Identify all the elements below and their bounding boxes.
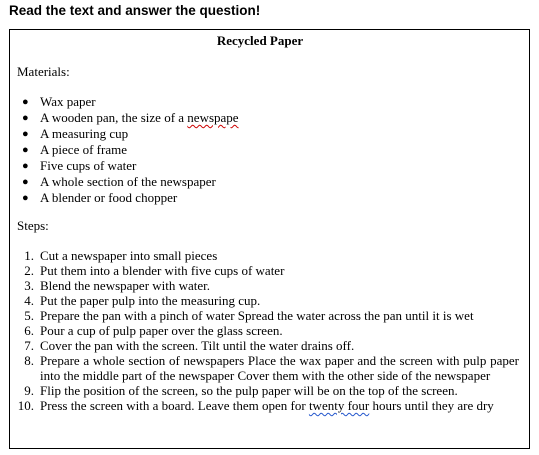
step-number: 2. — [24, 263, 34, 278]
step-text: Pour a cup of pulp paper over the glass screen. — [40, 323, 283, 338]
material-text: A measuring cup — [40, 126, 129, 141]
material-text-main: A wooden pan, the size of a — [40, 110, 188, 125]
step-number: 5. — [24, 308, 34, 323]
bullet-icon: ● — [22, 192, 29, 204]
bullet-icon: ● — [22, 128, 29, 140]
list-item — [10, 323, 529, 338]
bullet-icon: ● — [22, 112, 29, 124]
document-title: Recycled Paper — [216, 33, 304, 48]
material-text: Five cups of water — [40, 158, 137, 173]
material-text: A blender or food chopper — [40, 190, 178, 205]
list-item — [10, 263, 529, 278]
recipe-box — [9, 29, 530, 449]
step-text: Prepare the pan with a pinch of water Spread the water across the pan until it is wet — [40, 308, 474, 323]
list-item — [10, 248, 529, 263]
step-number: 7. — [24, 338, 34, 353]
step-text: Put them into a blender with five cups of water — [40, 263, 285, 278]
list-item — [10, 94, 239, 110]
step-text: Put the paper pulp into the measuring cup. — [40, 293, 261, 308]
material-text: A piece of frame — [40, 142, 127, 157]
material-text: Wax paper — [40, 94, 96, 109]
materials-list — [10, 94, 239, 206]
step-text: Blend the newspaper with water. — [40, 278, 211, 293]
list-item — [10, 158, 239, 174]
step-text: Prepare a whole section of newspapers Place the wax paper and the screen with pulp paper into the middle part of the newspaper Cover them with the other side of the newspaper — [40, 353, 519, 383]
list-item — [10, 383, 529, 398]
bullet-icon: ● — [22, 176, 29, 188]
step-number: 1. — [24, 248, 34, 263]
step-text-a: Press the screen with a board. Leave them open for — [40, 398, 309, 413]
step-text: Flip the position of the screen, so the pulp paper will be on the top of the screen. — [40, 383, 458, 398]
step-text — [40, 398, 494, 413]
steps-label: Steps: — [17, 218, 49, 233]
step-text-c: hours until they are dry — [369, 398, 494, 413]
instruction-heading: Read the text and answer the question! — [9, 3, 261, 18]
material-text: A whole section of the newspaper — [40, 174, 216, 189]
bullet-icon: ● — [22, 144, 29, 156]
step-number: 6. — [24, 323, 34, 338]
step-text: Cut a newspaper into small pieces — [40, 248, 218, 263]
steps-list — [10, 248, 529, 413]
list-item — [10, 308, 529, 323]
step-number: 3. — [24, 278, 34, 293]
list-item — [10, 110, 239, 126]
materials-label: Materials: — [17, 64, 70, 79]
list-item — [10, 190, 239, 206]
step-text: Cover the pan with the screen. Tilt until the water drains off. — [40, 338, 355, 353]
list-item — [10, 353, 529, 383]
step-number: 10. — [17, 398, 34, 413]
list-item — [10, 142, 239, 158]
bullet-icon: ● — [22, 160, 29, 172]
list-item — [10, 338, 529, 353]
material-text — [40, 110, 239, 125]
list-item — [10, 278, 529, 293]
step-number: 8. — [24, 353, 34, 368]
spellcheck-phrase: twenty four — [308, 398, 370, 413]
bullet-icon: ● — [22, 96, 29, 108]
step-number: 9. — [24, 383, 34, 398]
spellcheck-word: newspape — [187, 110, 239, 125]
list-item — [10, 126, 239, 142]
list-item — [10, 174, 239, 190]
list-item — [10, 398, 529, 413]
list-item — [10, 293, 529, 308]
step-number: 4. — [24, 293, 34, 308]
